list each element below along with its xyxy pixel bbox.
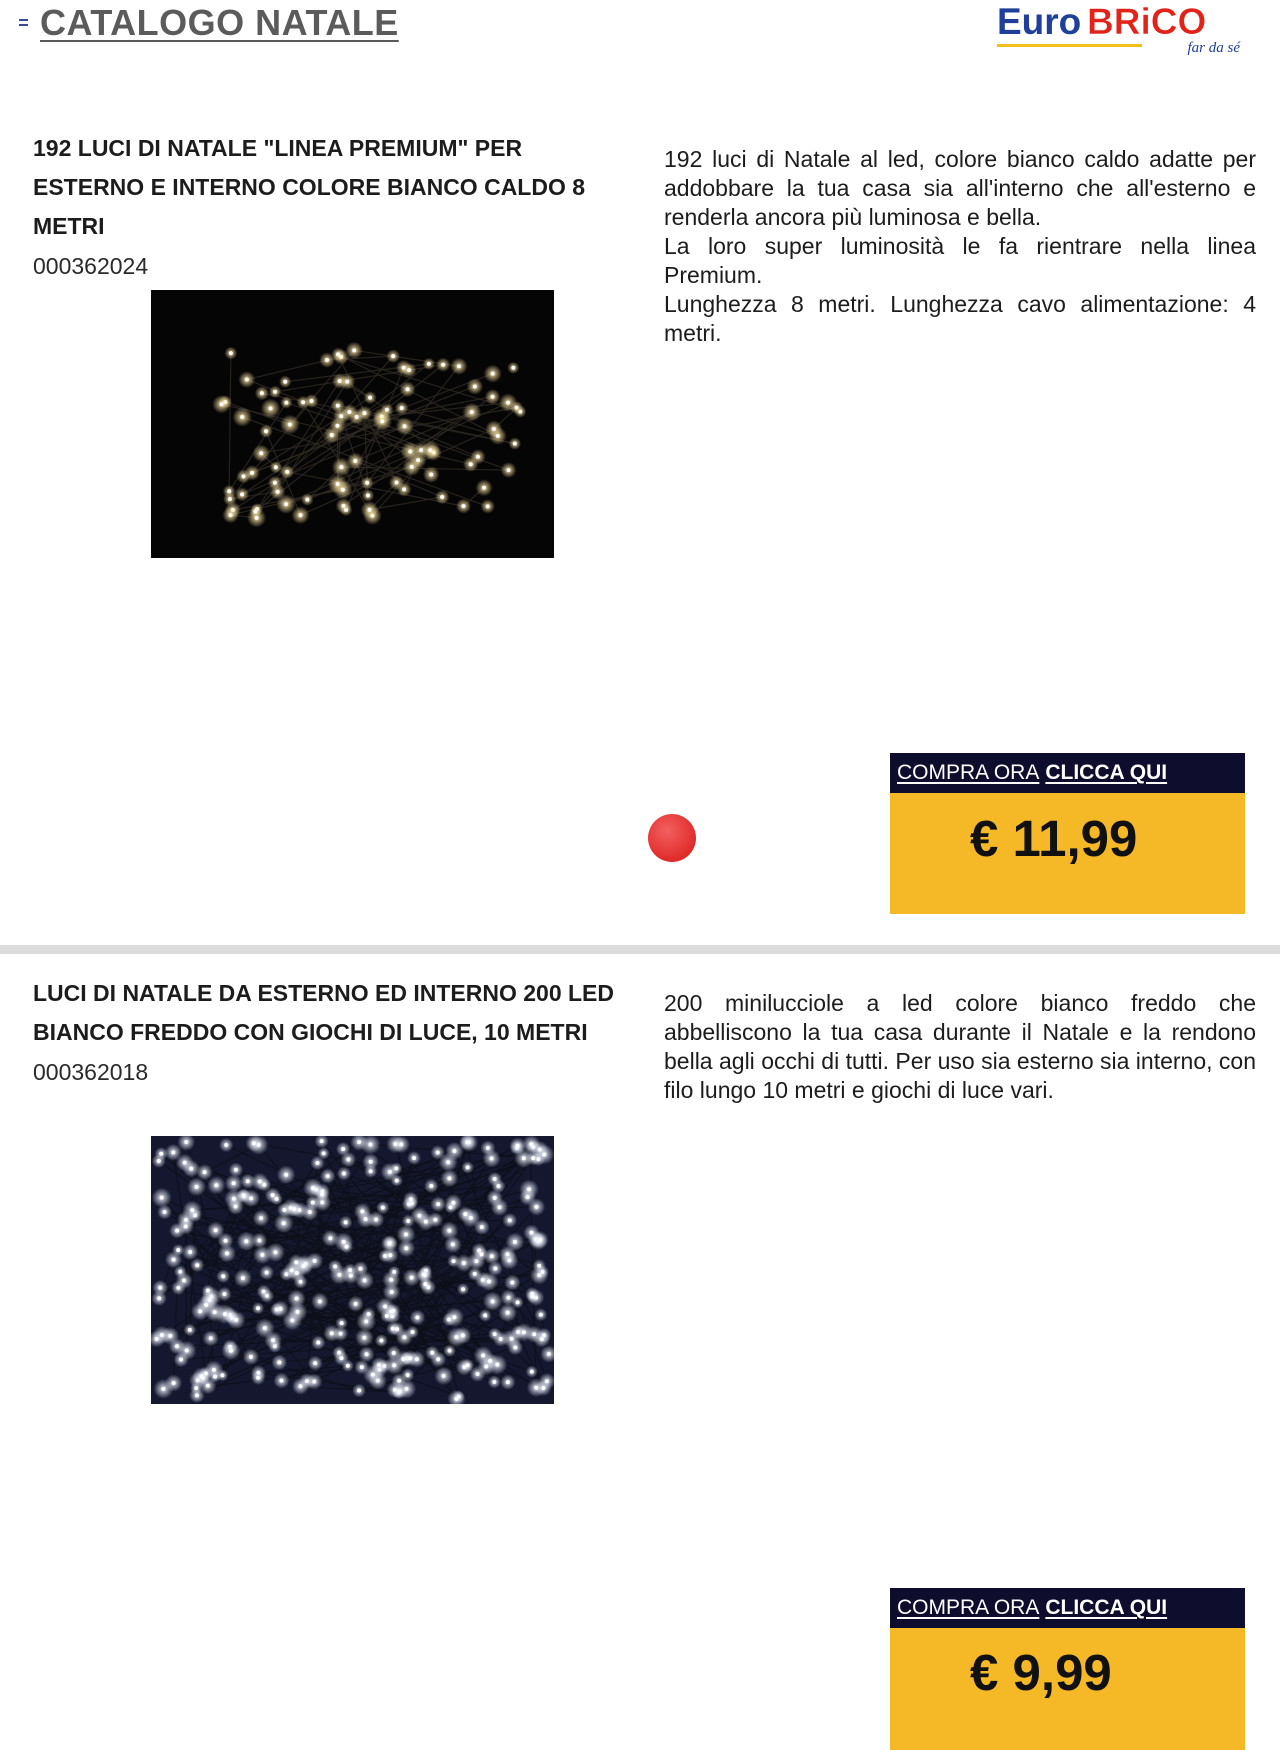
product-image-warm-lights[interactable]	[151, 290, 554, 558]
red-dot-decoration	[648, 814, 696, 862]
buy-now-link[interactable]	[890, 1588, 1245, 1628]
product-code: 000362018	[33, 1059, 149, 1085]
price-value: € 9,99	[970, 1644, 1112, 1701]
product-image-cold-lights[interactable]	[151, 1136, 554, 1404]
price-button[interactable]	[890, 1628, 1245, 1750]
product-title: LUCI DI NATALE DA ESTERNO ED INTERNO 200 LED BIANCO FREDDO CON GIOCHI DI LUCE, 10 METRI	[33, 980, 615, 1045]
logo-brico-text: BRiCO	[1087, 1, 1207, 42]
buy-box	[890, 753, 1245, 914]
buy-now-link[interactable]	[890, 753, 1245, 793]
product-card	[0, 90, 1280, 945]
product-description	[664, 989, 1256, 1105]
description-paragraph: 200 minilucciole a led colore bianco freddo che abbelliscono la tua casa durante il Natale e la rendono bella agli occhi di tutti. Per uso sia esterno sia interno, con filo lungo 10 metri e giochi di luce vari.	[664, 990, 1256, 1103]
price-button[interactable]	[890, 793, 1245, 914]
menu-icon[interactable]	[19, 19, 28, 26]
catalog-title-link[interactable]: CATALOGO NATALE	[40, 2, 399, 43]
section-divider	[0, 945, 1280, 954]
description-paragraph: 192 luci di Natale al led, colore bianco caldo adatte per addobbare la tua casa sia all'interno che all'esterno e renderla ancora più luminosa e bella.	[664, 146, 1256, 230]
buy-now-label[interactable]: COMPRA ORA	[897, 761, 1040, 784]
click-here-link[interactable]: CLICCA QUI	[1045, 761, 1168, 784]
description-paragraph: Lunghezza 8 metri. Lunghezza cavo alimentazione: 4 metri.	[664, 291, 1256, 346]
eurobrico-logo	[995, 0, 1245, 60]
buy-box	[890, 1588, 1245, 1750]
product-description	[664, 145, 1256, 348]
description-paragraph: La loro super luminosità le fa rientrare nella linea Premium.	[664, 233, 1256, 288]
buy-now-label[interactable]: COMPRA ORA	[897, 1596, 1040, 1619]
product-title: 192 LUCI DI NATALE "LINEA PREMIUM" PER ESTERNO E INTERNO COLORE BIANCO CALDO 8 METRI	[33, 135, 586, 239]
price-value: € 11,99	[970, 810, 1138, 867]
logo-euro-text: Euro	[997, 1, 1082, 42]
logo-tagline: far da sé	[1187, 40, 1240, 56]
product-code: 000362024	[33, 253, 149, 279]
click-here-link[interactable]: CLICCA QUI	[1045, 1596, 1168, 1619]
product-card	[0, 954, 1280, 1750]
page-header	[0, 0, 1280, 90]
